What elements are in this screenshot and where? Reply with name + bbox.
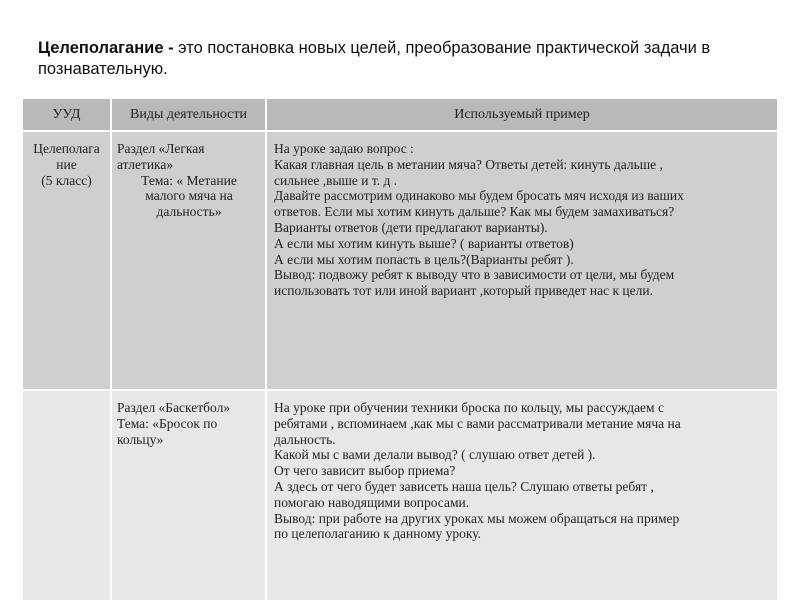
cell-example: На уроке при обучении техники броска по кольцу, мы рассуждаем с ребятами , вспоминаем ,как мы с вами рассматривали метание мяча на дальность. Какой мы с вами делали вывод? ( слушаю ответ детей ). От чего зависит выбор приема? А здесь от чего будет зависеть наша цель? Слушаю ответы ребят , помогаю наводящими вопросами. Вывод: при работе на других уроках мы можем обращаться на пример по целеполаганию к данному уроку. xyxy=(266,390,778,601)
cell-activity: Раздел «Баскетбол» Тема: «Бросок по кольцу» xyxy=(111,390,266,601)
cell-uud: Целеполага ние (5 класс) xyxy=(22,131,111,390)
cell-activity: Раздел «Легкая атлетика» Тема: « Метание малого мяча на дальность» xyxy=(111,131,266,390)
table-row xyxy=(22,390,778,601)
cell-example: На уроке задаю вопрос : Какая главная цель в метании мяча? Ответы детей: кинуть дальше , сильнее ,выше и т. д . Давайте рассмотрим одинаково мы будем бросать мяч исходя из ваших ответов. Если мы хотим кинуть дальше? Как мы будем замахиваться? Варианты ответов (дети предлагают варианты). А если мы хотим кинуть выше? ( варианты ответов) А если мы хотим попасть в цель?(Варианты ребят ). Вывод: подвожу ребят к выводу что в зависимости от цели, мы будем использовать тот или иной вариант ,который приведет нас к цели. xyxy=(266,131,778,390)
header-uud: УУД xyxy=(22,98,111,131)
slide-title: Целеполагание - это постановка новых целей, преобразование практической задачи в познавательную. xyxy=(38,39,711,78)
cell-uud xyxy=(22,390,111,601)
table-header-row xyxy=(22,98,778,131)
table-row xyxy=(22,131,778,390)
header-example: Используемый пример xyxy=(266,98,778,131)
header-activity: Виды деятельности xyxy=(111,98,266,131)
uud-table xyxy=(21,97,779,602)
